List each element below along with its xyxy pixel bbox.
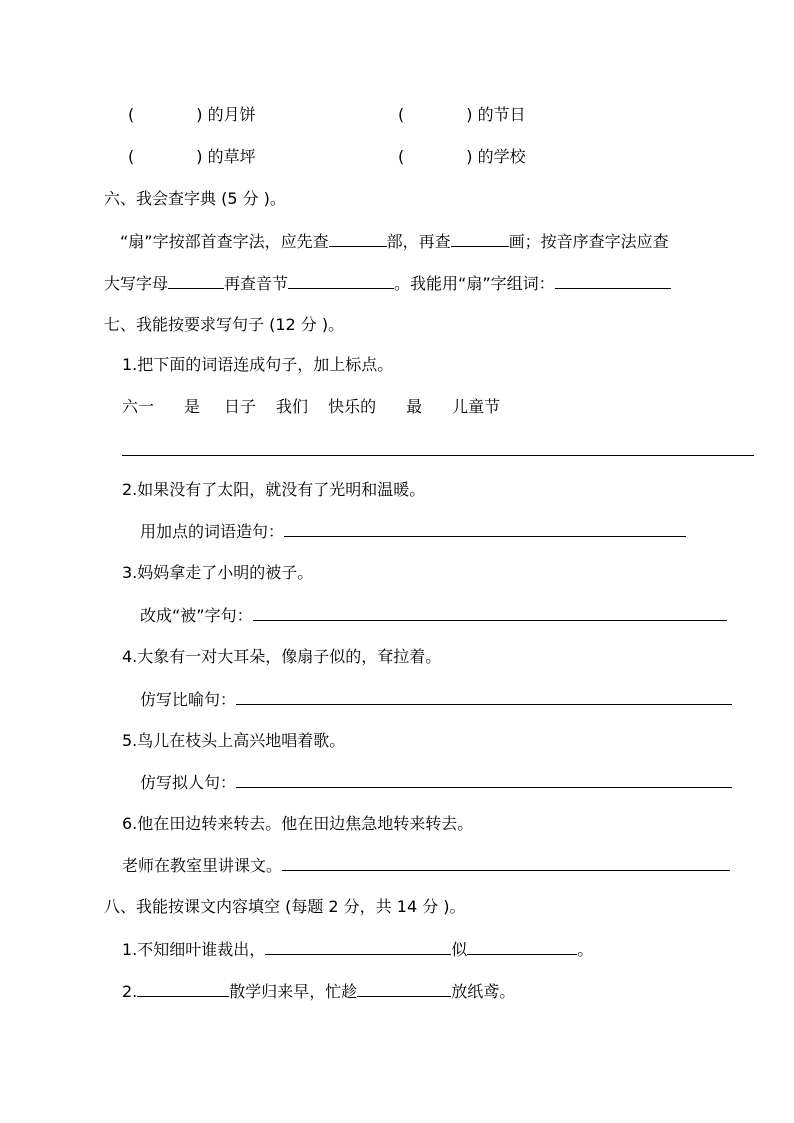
fill-item-mooncake bbox=[128, 104, 256, 126]
poem-blank[interactable] bbox=[137, 980, 229, 997]
q3-text: 3.妈妈拿走了小明的被子。 bbox=[122, 563, 314, 582]
word-group-blank[interactable] bbox=[555, 272, 671, 289]
q5-answer-line[interactable] bbox=[236, 771, 732, 788]
strokes-blank[interactable] bbox=[451, 230, 509, 247]
dictionary-question-text: “扇”字按部首查字法，应先查 bbox=[120, 232, 329, 251]
close-paren: ) bbox=[466, 105, 473, 124]
close-paren: ) bbox=[196, 105, 203, 124]
fill-label: 的月饼 bbox=[207, 105, 256, 124]
close-paren: ) bbox=[466, 147, 473, 166]
word: 快乐的 bbox=[328, 397, 377, 416]
poem-text: 2. bbox=[122, 982, 138, 1001]
q2-answer-line[interactable] bbox=[284, 520, 686, 537]
poem-text: 散学归来早，忙趁 bbox=[229, 982, 358, 1001]
word: 日子 bbox=[224, 397, 257, 416]
dictionary-question-text: 大写字母 bbox=[104, 274, 169, 293]
q1-answer-line[interactable] bbox=[122, 455, 754, 456]
q6-prompt-line bbox=[122, 854, 730, 877]
poem-blank[interactable] bbox=[265, 938, 451, 955]
word-list bbox=[122, 396, 500, 418]
dictionary-question-text: 画；按音序查字法应查 bbox=[508, 232, 669, 251]
poem-text: 似 bbox=[451, 940, 468, 959]
q5-prompt-line bbox=[140, 771, 732, 794]
q4-prompt-line bbox=[140, 688, 732, 711]
word: 是 bbox=[184, 397, 201, 416]
q3-answer-line[interactable] bbox=[253, 604, 727, 621]
q5-prompt: 仿写拟人句： bbox=[140, 773, 237, 792]
open-paren: ( bbox=[128, 147, 135, 166]
q4-text: 4.大象有一对大耳朵，像扇子似的，耷拉着。 bbox=[122, 647, 442, 666]
radical-blank[interactable] bbox=[329, 230, 387, 247]
q3-prompt-line bbox=[140, 604, 727, 627]
word: 儿童节 bbox=[452, 397, 501, 416]
q3-prompt: 改成“被”字句： bbox=[140, 606, 253, 625]
section6-heading: 六、我会查字典 (5 分 )。 bbox=[104, 189, 286, 208]
open-paren: ( bbox=[128, 105, 135, 124]
fill-item-lawn bbox=[128, 146, 256, 168]
capital-letter-blank[interactable] bbox=[168, 272, 224, 289]
syllable-blank[interactable] bbox=[288, 272, 394, 289]
fill-item-festival bbox=[398, 104, 526, 126]
word: 我们 bbox=[276, 397, 309, 416]
word: 六一 bbox=[122, 397, 155, 416]
q4-prompt: 仿写比喻句： bbox=[140, 690, 237, 709]
q4-answer-line[interactable] bbox=[236, 688, 732, 705]
word: 最 bbox=[406, 397, 423, 416]
poem2-line bbox=[122, 980, 515, 1003]
fill-label: 的草坪 bbox=[207, 147, 256, 166]
q6-prompt: 老师在教室里讲课文。 bbox=[122, 856, 283, 875]
poem-blank[interactable] bbox=[467, 938, 577, 955]
section6-line2 bbox=[104, 272, 671, 295]
poem1-line bbox=[122, 938, 593, 961]
q2-text: 2.如果没有了太阳，就没有了光明和温暖。 bbox=[122, 480, 426, 499]
section6-line1 bbox=[120, 230, 669, 253]
q1-text: 1.把下面的词语连成句子，加上标点。 bbox=[122, 355, 394, 374]
poem-text: 放纸鸢。 bbox=[451, 982, 516, 1001]
q6-answer-line[interactable] bbox=[282, 854, 730, 871]
poem-text: 。 bbox=[577, 940, 594, 959]
q2-prompt-line bbox=[140, 520, 686, 543]
q5-text: 5.鸟儿在枝头上高兴地唱着歌。 bbox=[122, 731, 346, 750]
poem-text: 1.不知细叶谁裁出， bbox=[122, 940, 266, 959]
q6-text: 6.他在田边转来转去。他在田边焦急地转来转去。 bbox=[122, 814, 474, 833]
section8-heading: 八、我能按课文内容填空 (每题 2 分，共 14 分 )。 bbox=[104, 897, 466, 916]
close-paren: ) bbox=[196, 147, 203, 166]
dictionary-question-text: 部，再查 bbox=[386, 232, 451, 251]
section7-heading: 七、我能按要求写句子 (12 分 )。 bbox=[104, 315, 345, 334]
fill-item-school bbox=[398, 146, 526, 168]
open-paren: ( bbox=[398, 147, 405, 166]
open-paren: ( bbox=[398, 105, 405, 124]
q2-prompt: 用加点的词语造句： bbox=[140, 522, 285, 541]
fill-label: 的学校 bbox=[477, 147, 526, 166]
fill-label: 的节日 bbox=[477, 105, 526, 124]
dictionary-question-text: 。我能用“扇”字组词： bbox=[394, 274, 555, 293]
dictionary-question-text: 再查音节 bbox=[224, 274, 289, 293]
poem-blank[interactable] bbox=[357, 980, 451, 997]
